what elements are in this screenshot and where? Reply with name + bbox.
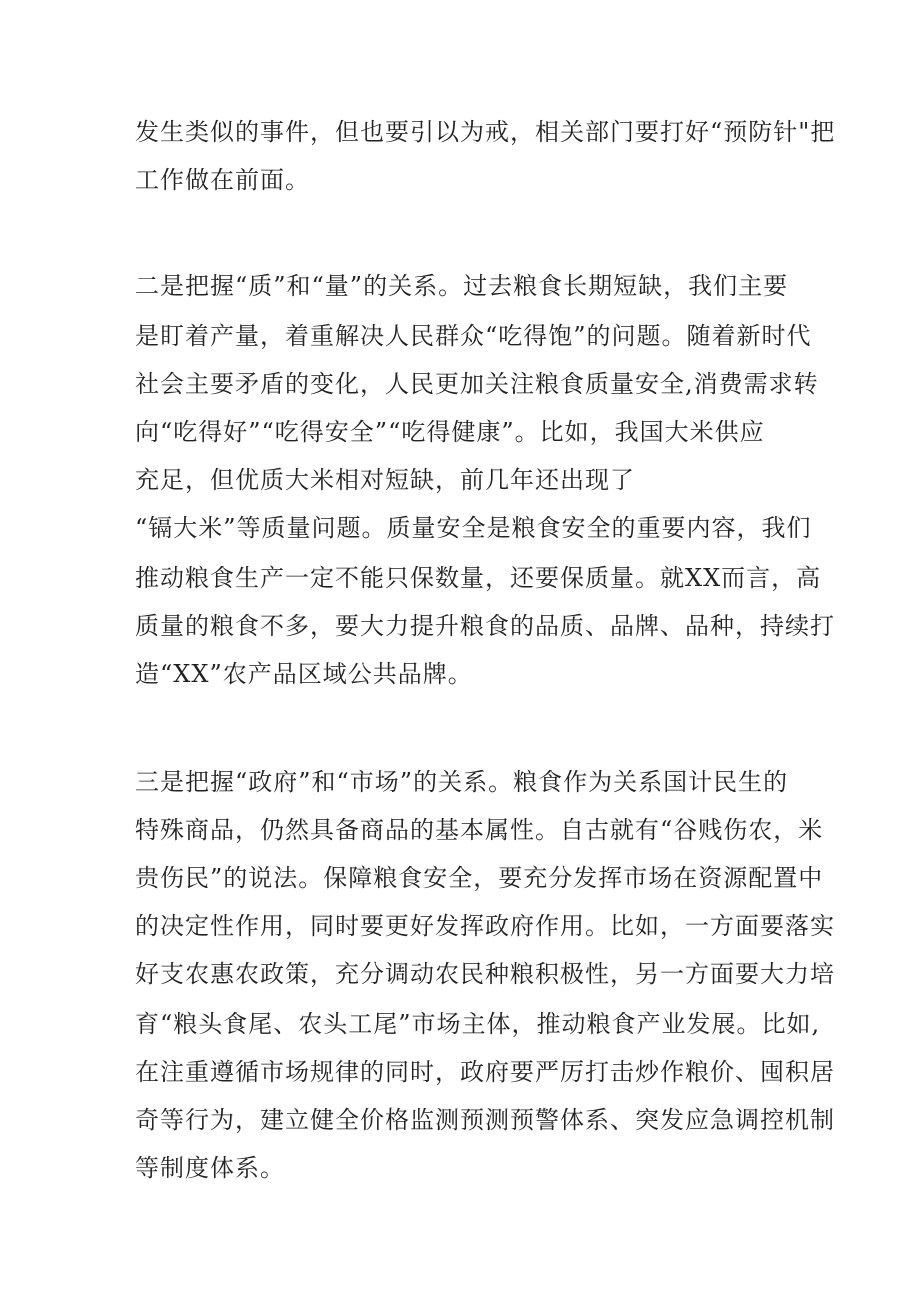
paragraph-3-line-2: 特殊商品，仍然具备商品的基本属性。自古就有“谷贱伤农，米	[135, 816, 824, 844]
paragraph-3-line-6: 育“粮头食尾、农头工尾”市场主体，推动粮食产业发展。比如,	[135, 1010, 821, 1038]
paragraph-3-line-8: 奇等行为，建立健全价格监测预测预警体系、突发应急调控机制	[135, 1106, 835, 1134]
paragraph-2-line-1: 二是把握“质”和“量”的关系。过去粮食长期短缺，我们主要	[135, 272, 789, 300]
paragraph-2-line-3: 社会主要矛盾的变化，人民更加关注粮食质量安全,消费需求转	[135, 370, 819, 398]
paragraph-3-line-9: 等制度体系。	[135, 1154, 285, 1182]
paragraph-2-line-2: 是盯着产量，着重解决人民群众“吃得饱”的问题。随着新时代	[135, 322, 812, 350]
paragraph-3-line-3: 贵伤民”的说法。保障粮食安全，要充分发挥市场在资源配置中	[135, 864, 824, 892]
paragraph-2-line-5: 充足，但优质大米相对短缺，前几年还出现了	[135, 466, 635, 494]
paragraph-1-line-1: 发生类似的事件，但也要引以为戒，相关部门要打好“预防针"把	[135, 118, 836, 146]
paragraph-3-line-1: 三是把握“政府”和“市场”的关系。粮食作为关系国计民生的	[135, 768, 789, 796]
paragraph-1-line-2: 工作做在前面。	[135, 166, 310, 194]
paragraph-2-line-4: 向“吃得好”“吃得安全”“吃得健康”。比如，我国大米供应	[135, 418, 765, 446]
paragraph-3-line-4: 的决定性作用，同时要更好发挥政府作用。比如，一方面要落实	[135, 912, 835, 940]
paragraph-2-line-8: 质量的粮食不多，要大力提升粮食的品质、品牌、品种，持续打	[135, 612, 835, 640]
paragraph-2-line-9: 造“XX”农产品区域公共品牌。	[135, 660, 473, 688]
paragraph-2-line-7: 推动粮食生产一定不能只保数量，还要保质量。就XX而言，高	[135, 564, 822, 592]
paragraph-3-line-5: 好支农惠农政策，充分调动农民种粮积极性，另一方面要大力培	[135, 960, 835, 988]
paragraph-3-line-7: 在注重遵循市场规律的同时，政府要严厉打击炒作粮价、囤积居	[135, 1058, 835, 1086]
paragraph-2-line-6: “镉大米”等质量问题。质量安全是粮食安全的重要内容，我们	[135, 514, 812, 542]
